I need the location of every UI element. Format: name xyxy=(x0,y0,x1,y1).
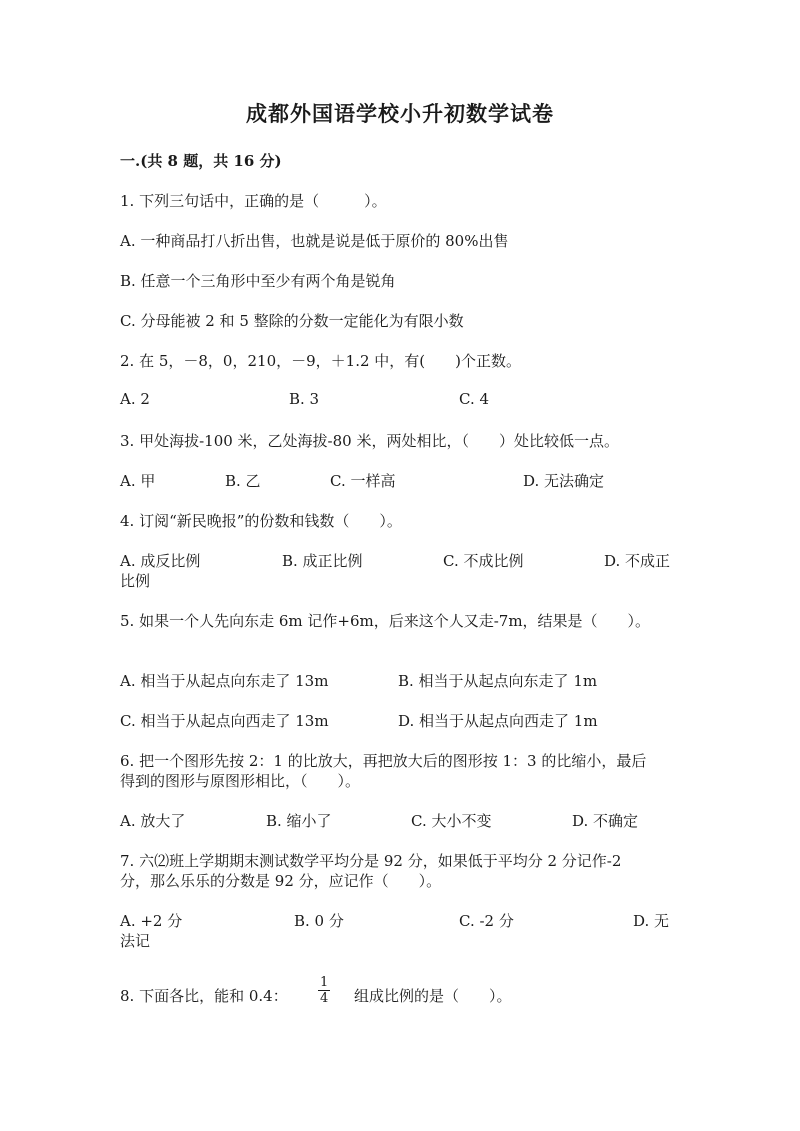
question-7-option-b[interactable]: B. 0 分 xyxy=(294,912,344,930)
question-5-stem: 5. 如果一个人先向东走 6m 记作+6m，后来这个人又走-7m，结果是（ ）。 xyxy=(120,612,651,630)
question-2-option-a[interactable]: A. 2 xyxy=(120,390,150,408)
question-7-option-c[interactable]: C. -2 分 xyxy=(459,912,514,930)
question-5-option-a[interactable]: A. 相当于从起点向东走了 13m xyxy=(120,672,329,690)
question-5-option-d[interactable]: D. 相当于从起点向西走了 1m xyxy=(398,712,598,730)
question-6-option-c[interactable]: C. 大小不变 xyxy=(411,812,492,830)
section-heading: 一.(共 8 题，共 16 分) xyxy=(120,152,282,170)
question-7-stem-line-2: 分，那么乐乐的分数是 92 分，应记作（ ）。 xyxy=(120,872,442,890)
page-title: 成都外国语学校小升初数学试卷 xyxy=(246,101,554,126)
question-1-stem: 1. 下列三句话中，正确的是（ ）。 xyxy=(120,192,387,210)
question-3-option-b[interactable]: B. 乙 xyxy=(225,472,261,490)
question-2-option-c[interactable]: C. 4 xyxy=(459,390,490,408)
question-8-stem-suffix: 组成比例的是（ ）。 xyxy=(354,987,512,1005)
question-6-option-d[interactable]: D. 不确定 xyxy=(572,812,639,830)
question-4-option-d[interactable]: D. 不成正 xyxy=(604,552,671,570)
question-1-option-c[interactable]: C. 分母能被 2 和 5 整除的分数一定能化为有限小数 xyxy=(120,312,464,330)
question-2-stem: 2. 在 5，－8，0，210，－9，＋1.2 中，有( )个正数。 xyxy=(120,352,521,370)
question-2-option-b[interactable]: B. 3 xyxy=(289,390,320,408)
question-1-option-b[interactable]: B. 任意一个三角形中至少有两个角是锐角 xyxy=(120,272,396,290)
question-3-stem: 3. 甲处海拔-100 米，乙处海拔-80 米，两处相比，（ ）处比较低一点。 xyxy=(120,432,619,450)
question-6-option-a[interactable]: A. 放大了 xyxy=(120,812,186,830)
question-8-stem-prefix: 8. 下面各比，能和 0.4： xyxy=(120,987,288,1005)
question-4-stem: 4. 订阅“新民晚报”的份数和钱数（ ）。 xyxy=(120,512,402,530)
question-3-option-a[interactable]: A. 甲 xyxy=(120,472,156,490)
fraction-numerator: 1 xyxy=(320,975,329,990)
question-4-option-c[interactable]: C. 不成比例 xyxy=(443,552,524,570)
question-7-stem-line-1: 7. 六⑵班上学期期末测试数学平均分是 92 分，如果低于平均分 2 分记作-2 xyxy=(120,852,622,870)
fraction-denominator: 4 xyxy=(320,991,329,1006)
question-4-option-d-wrap[interactable]: 比例 xyxy=(120,572,151,590)
question-3-option-d[interactable]: D. 无法确定 xyxy=(523,472,605,490)
question-3-option-c[interactable]: C. 一样高 xyxy=(330,472,396,490)
question-8-fraction xyxy=(318,975,330,1006)
question-7-option-a[interactable]: A. +2 分 xyxy=(120,912,183,930)
question-7-option-d-wrap[interactable]: 法记 xyxy=(120,932,151,950)
question-1-option-a[interactable]: A. 一种商品打八折出售，也就是说是低于原价的 80%出售 xyxy=(120,232,509,250)
question-4-option-b[interactable]: B. 成正比例 xyxy=(282,552,363,570)
question-6-option-b[interactable]: B. 缩小了 xyxy=(266,812,332,830)
question-7-option-d[interactable]: D. 无 xyxy=(633,912,670,930)
question-6-stem-line-2: 得到的图形与原图形相比，（ ）。 xyxy=(120,772,361,790)
question-5-option-c[interactable]: C. 相当于从起点向西走了 13m xyxy=(120,712,329,730)
question-6-stem-line-1: 6. 把一个图形先按 2：1 的比放大，再把放大后的图形按 1：3 的比缩小，最后 xyxy=(120,752,647,770)
question-5-option-b[interactable]: B. 相当于从起点向东走了 1m xyxy=(398,672,598,690)
question-4-option-a[interactable]: A. 成反比例 xyxy=(120,552,201,570)
